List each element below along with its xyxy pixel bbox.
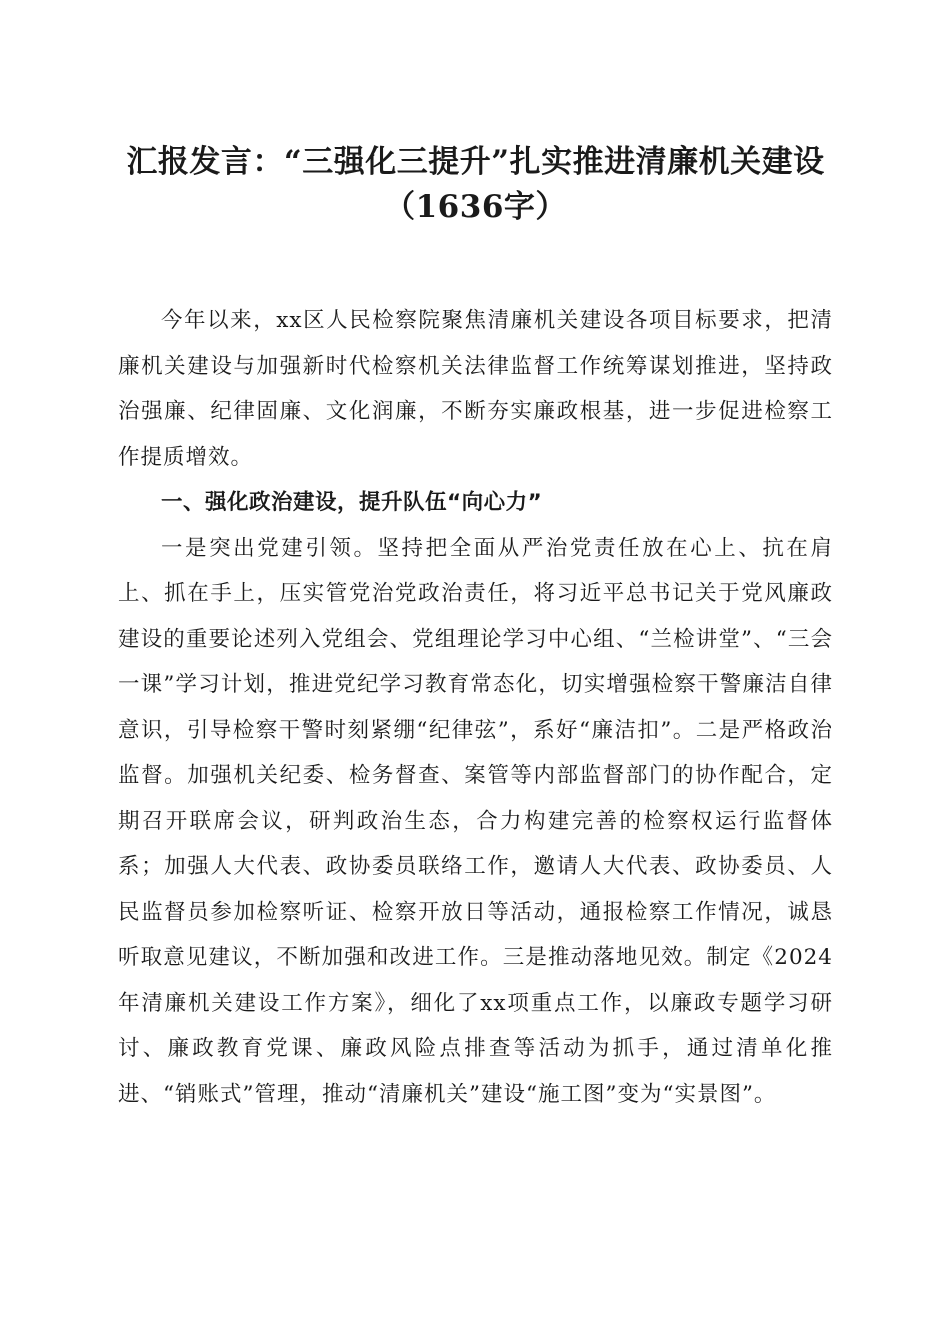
intro-paragraph: 今年以来，xx区人民检察院聚焦清廉机关建设各项目标要求，把清廉机关建设与加强新时代检察机关法律监督工作统筹谋划推进，坚持政治强廉、纪律固廉、文化润廉，不断夯实廉政根基，进一步促进检察工作提质增效。 [118, 308, 833, 470]
document-page [118, 140, 833, 1117]
section-1-paragraph: 一是突出党建引领。坚持把全面从严治党责任放在心上、抗在肩上、抓在手上，压实管党治党政治责任，将习近平总书记关于党风廉政建设的重要论述列入党组会、党组理论学习中心组、“兰检讲堂”、“三会一课”学习计划，推进党纪学习教育常态化，切实增强检察干警廉洁自律意识，引导检察干警时刻紧绷“纪律弦”，系好“廉洁扣”。二是严格政治监督。加强机关纪委、检务督查、案管等内部监督部门的协作配合，定期召开联席会议，研判政治生态，合力构建完善的检察权运行监督体系；加强人大代表、政协委员联络工作，邀请人大代表、政协委员、人民监督员参加检察听证、检察开放日等活动，通报检察工作情况，诚恳听取意见建议，不断加强和改进工作。三是推动落地见效。制定《2024年清廉机关建设工作方案》，细化了xx项重点工作，以廉政专题学习研讨、廉政教育党课、廉政风险点排查等活动为抓手，通过清单化推进、“销账式”管理，推动“清廉机关”建设“施工图”变为“实景图”。 [118, 535, 833, 1107]
document-title: 汇报发言：“三强化三提升”扎实推进清廉机关建设（1636字） [126, 144, 825, 225]
section-heading-1: 一、强化政治建设，提升队伍“向心力” [161, 490, 543, 515]
document-body [118, 298, 833, 1117]
